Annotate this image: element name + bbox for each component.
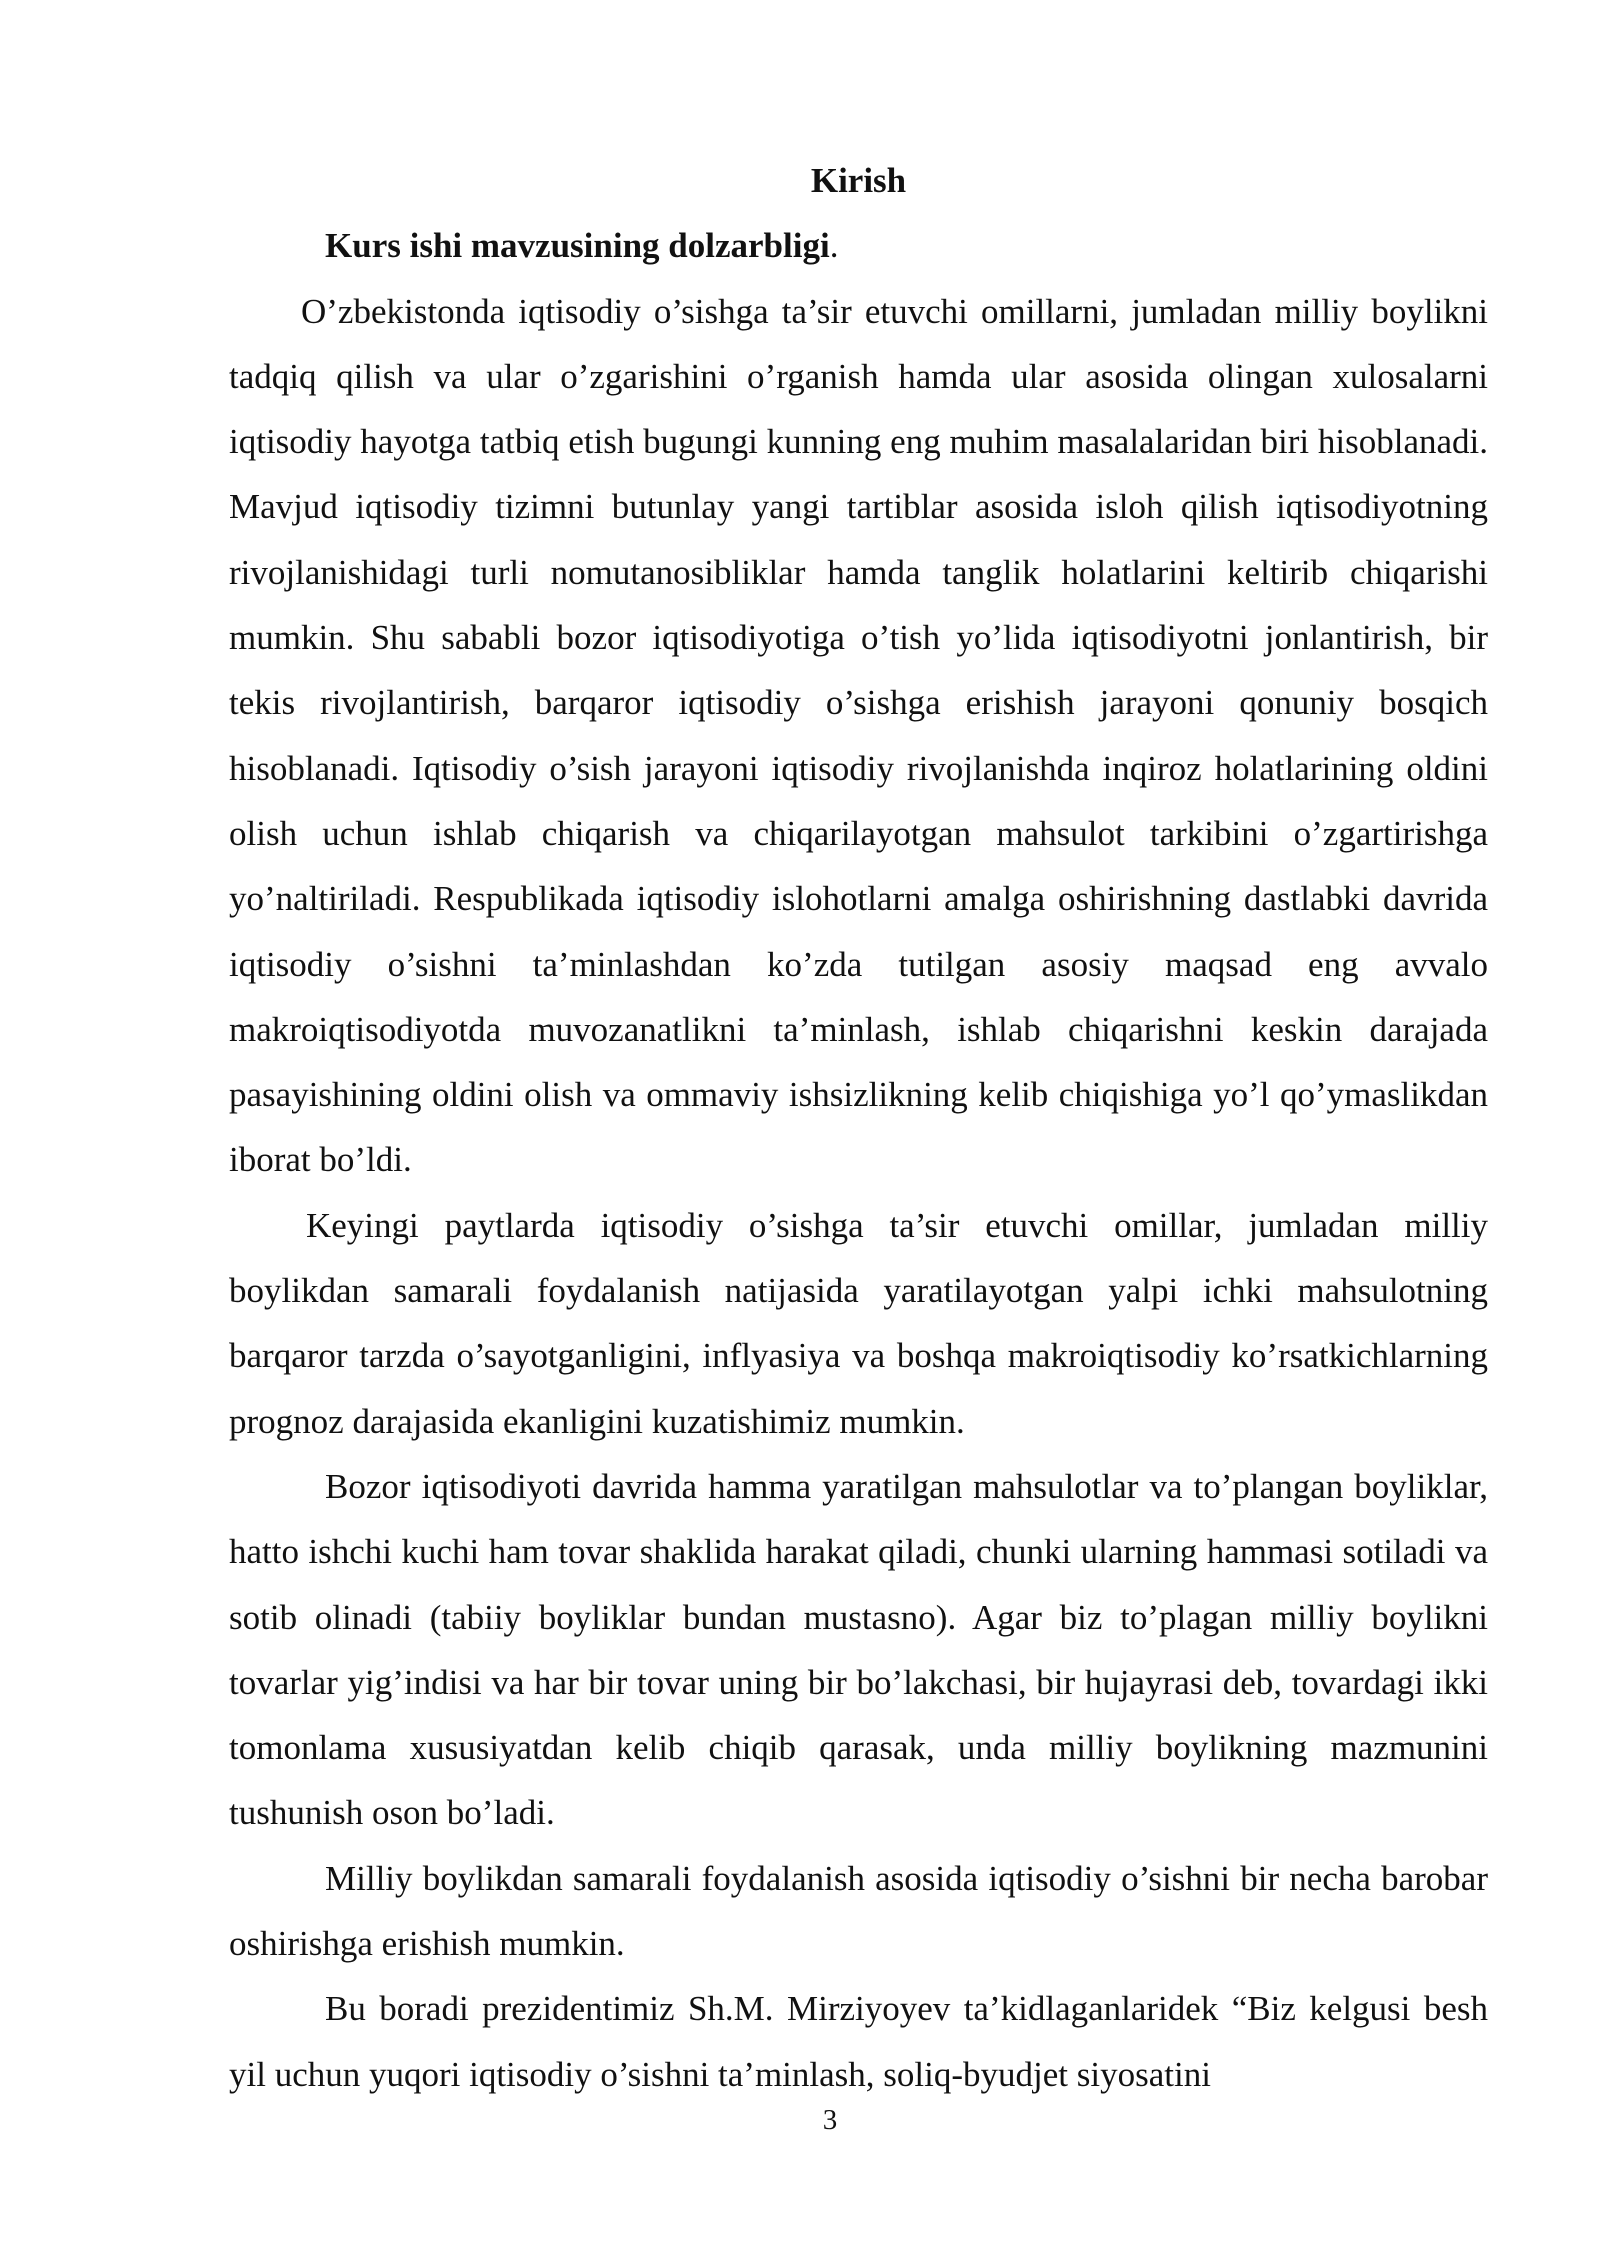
section-heading-text: Kurs ishi mavzusining dolzarbligi xyxy=(325,226,830,266)
paragraph-1: O’zbekistonda iqtisodiy o’sishga ta’sir etuvchi omillarni, jumladan milliy boylikni tadqiq qilish va ular o’zgarishini o’rganish hamda ular asosida olingan xulosalarni iqtisodiy hayotga tatbiq etish bugungi kunning eng muhim masalalaridan biri hisoblanadi. Mavjud iqtisodiy tizimni butunlay yangi tartiblar asosida isloh qilish iqtisodiyotning rivojlanishidagi turli nomutanosibliklar hamda tanglik holatlarini keltirib chiqarishi mumkin. Shu sababli bozor iqtisodiyotiga o’tish yo’lida iqtisodiyotni jonlantirish, bir tekis rivojlantirish, barqaror iqtisodiy o’sishga erishish jarayoni qonuniy bosqich hisoblanadi. Iqtisodiy o’sish jarayoni iqtisodiy rivojlanishda inqiroz holatlarining oldini olish uchun ishlab chiqarish va chiqarilayotgan mahsulot tarkibini o’zgartirishga yo’naltiriladi. Respublikada iqtisodiy islohotlarni amalga oshirishning dastlabki davrida iqtisodiy o’sishni ta’minlashdan ko’zda tutilgan asosiy maqsad eng avvalo makroiqtisodiyotda muvozanatlikni ta’minlash, ishlab chiqarishni keskin darajada pasayishining oldini olish va ommaviy ishsizlikning kelib chiqishiga yo’l qo’ymaslikdan iborat bo’ldi. xyxy=(229,291,1488,1180)
document-body xyxy=(229,148,1488,2107)
section-heading-punct: . xyxy=(829,226,839,266)
page-number: 3 xyxy=(822,2104,838,2136)
paragraph-2: Keyingi paytlarda iqtisodiy o’sishga ta’sir etuvchi omillar, jumladan milliy boylikdan samarali foydalanish natijasida yaratilayotgan yalpi ichki mahsulotning barqaror tarzda o’sayotganligini, inflyasiya va boshqa makroiqtisodiy ko’rsatkichlarning prognoz darajasida ekanligini kuzatishimiz mumkin. xyxy=(229,1205,1488,1441)
paragraph-4: Milliy boylikdan samarali foydalanish asosida iqtisodiy o’sishni bir necha barobar oshirishga erishish mumkin. xyxy=(229,1858,1488,1964)
section-heading xyxy=(229,213,1488,278)
paragraph-3: Bozor iqtisodiyoti davrida hamma yaratilgan mahsulotlar va to’plangan boyliklar, hatto ishchi kuchi ham tovar shaklida harakat qiladi, chunki ularning hammasi sotiladi va sotib olinadi (tabiiy boyliklar bundan mustasno). Agar biz to’plagan milliy boylikni tovarlar yig’indisi va har bir tovar uning bir bo’lakchasi, bir hujayrasi deb, tovardagi ikki tomonlama xususiyatdan kelib chiqib qarasak, unda milliy boylikning mazmunini tushunish oson bo’ladi. xyxy=(229,1466,1488,1833)
paragraph-5: Bu boradi prezidentimiz Sh.M. Mirziyoyev ta’kidlaganlaridek “Biz kelgusi besh yil uchun yuqori iqtisodiy o’sishni ta’minlash, soliq-byudjet siyosatini xyxy=(229,1989,1488,2094)
page-title: Kirish xyxy=(810,161,907,200)
